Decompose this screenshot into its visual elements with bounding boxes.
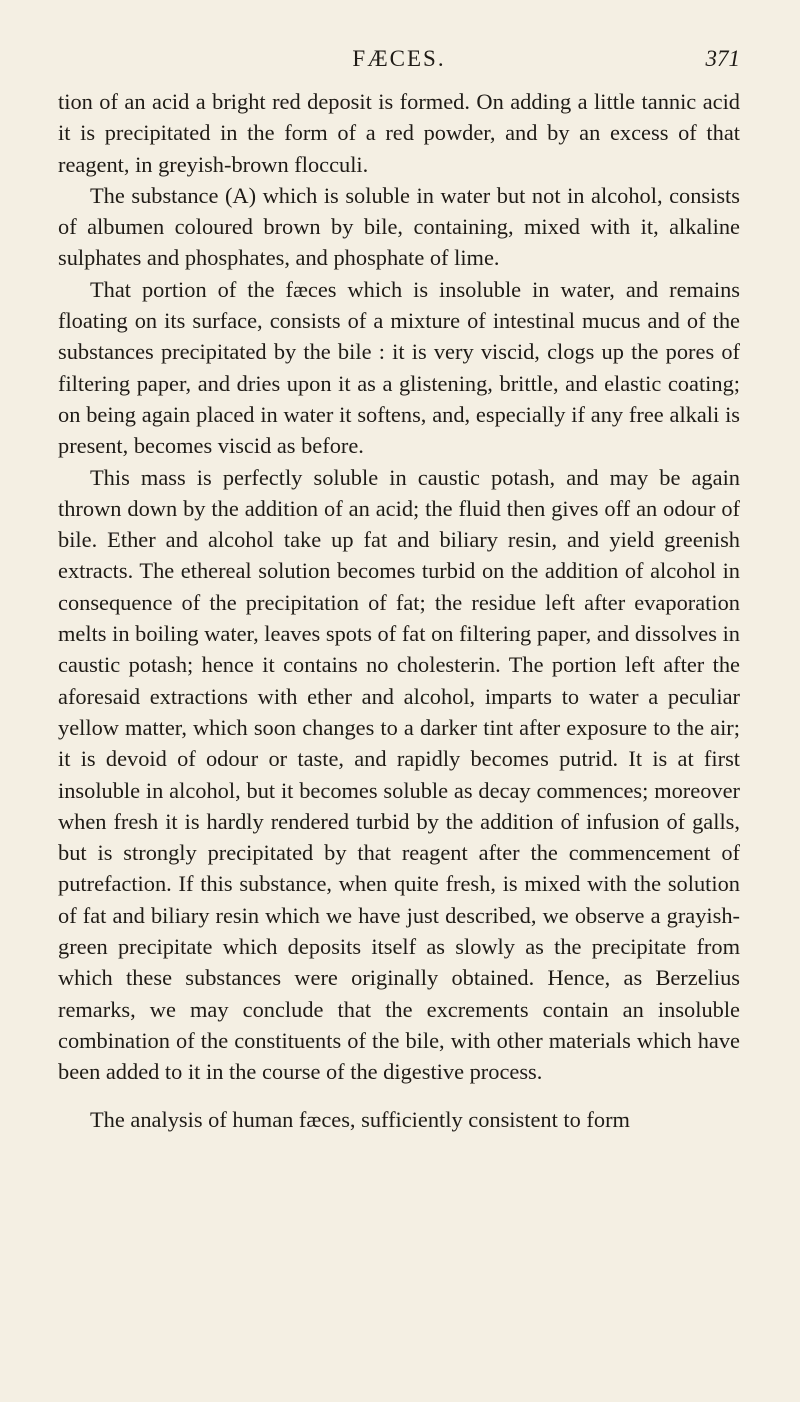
paragraph-caustic-potash: This mass is perfectly soluble in caustic potash, and may be again thrown down by the addition of an acid; the fluid then gives off an odour of bile. Ether and alcohol take up fat and biliary resin, and yield greenish extracts. The ethereal solution becomes turbid on the addition of alcohol in consequence of the precipitation of fat; the residue left after evaporation melts in boiling water, leaves spots of fat on filtering paper, and dissolves in caustic potash; hence it contains no cholesterin. The portion left after the aforesaid extractions with ether and alcohol, imparts to water a peculiar yellow matter, which soon changes to a darker tint after exposure to the air; it is devoid of odour or taste, and rapidly becomes putrid. It is at first insoluble in alcohol, but it becomes soluble as decay commences; moreover when fresh it is hardly rendered turbid by the addition of infusion of galls, but is strongly precipitated by that reagent after the commencement of putrefaction. If this substance, when quite fresh, is mixed with the solution of fat and biliary resin which we have just described, we observe a grayish-green precipitate which deposits itself as slowly as the precipitate from which these substances were originally obtained. Hence, as Berzelius remarks, we may conclude that the excrements contain an insoluble combination of the constituents of the bile, with other materials which have been added to it in the course of the digestive process. (58, 464, 740, 1085)
paragraph-continuation: tion of an acid a bright red deposit is formed. On adding a little tannic acid it is precipitated in the form of a red powder, and by an excess of that reagent, in greyish-brown flocculi. (58, 89, 740, 177)
paragraph-substance-a: The substance (A) which is soluble in water but not in alcohol, consists of albumen coloured brown by bile, containing, mixed with it, alkaline sulphates and phosphates, and phosphate of lime. (58, 182, 740, 271)
paragraph-analysis: The analysis of human fæces, sufficiently consistent to form (90, 1106, 630, 1132)
body-text (58, 86, 740, 1135)
running-title: FÆCES. (352, 46, 446, 71)
page-header (58, 46, 740, 82)
paragraph-insoluble-portion: That portion of the fæces which is insoluble in water, and remains floating on its surface, consists of a mixture of intestinal mucus and of the substances precipitated by the bile : it is very viscid, clogs up the pores of filtering paper, and dries upon it as a glistening, brittle, and elastic coating; on being again placed in water it softens, and, especially if any free alkali is present, becomes viscid as before. (58, 276, 740, 459)
page-number: 371 (705, 46, 740, 71)
